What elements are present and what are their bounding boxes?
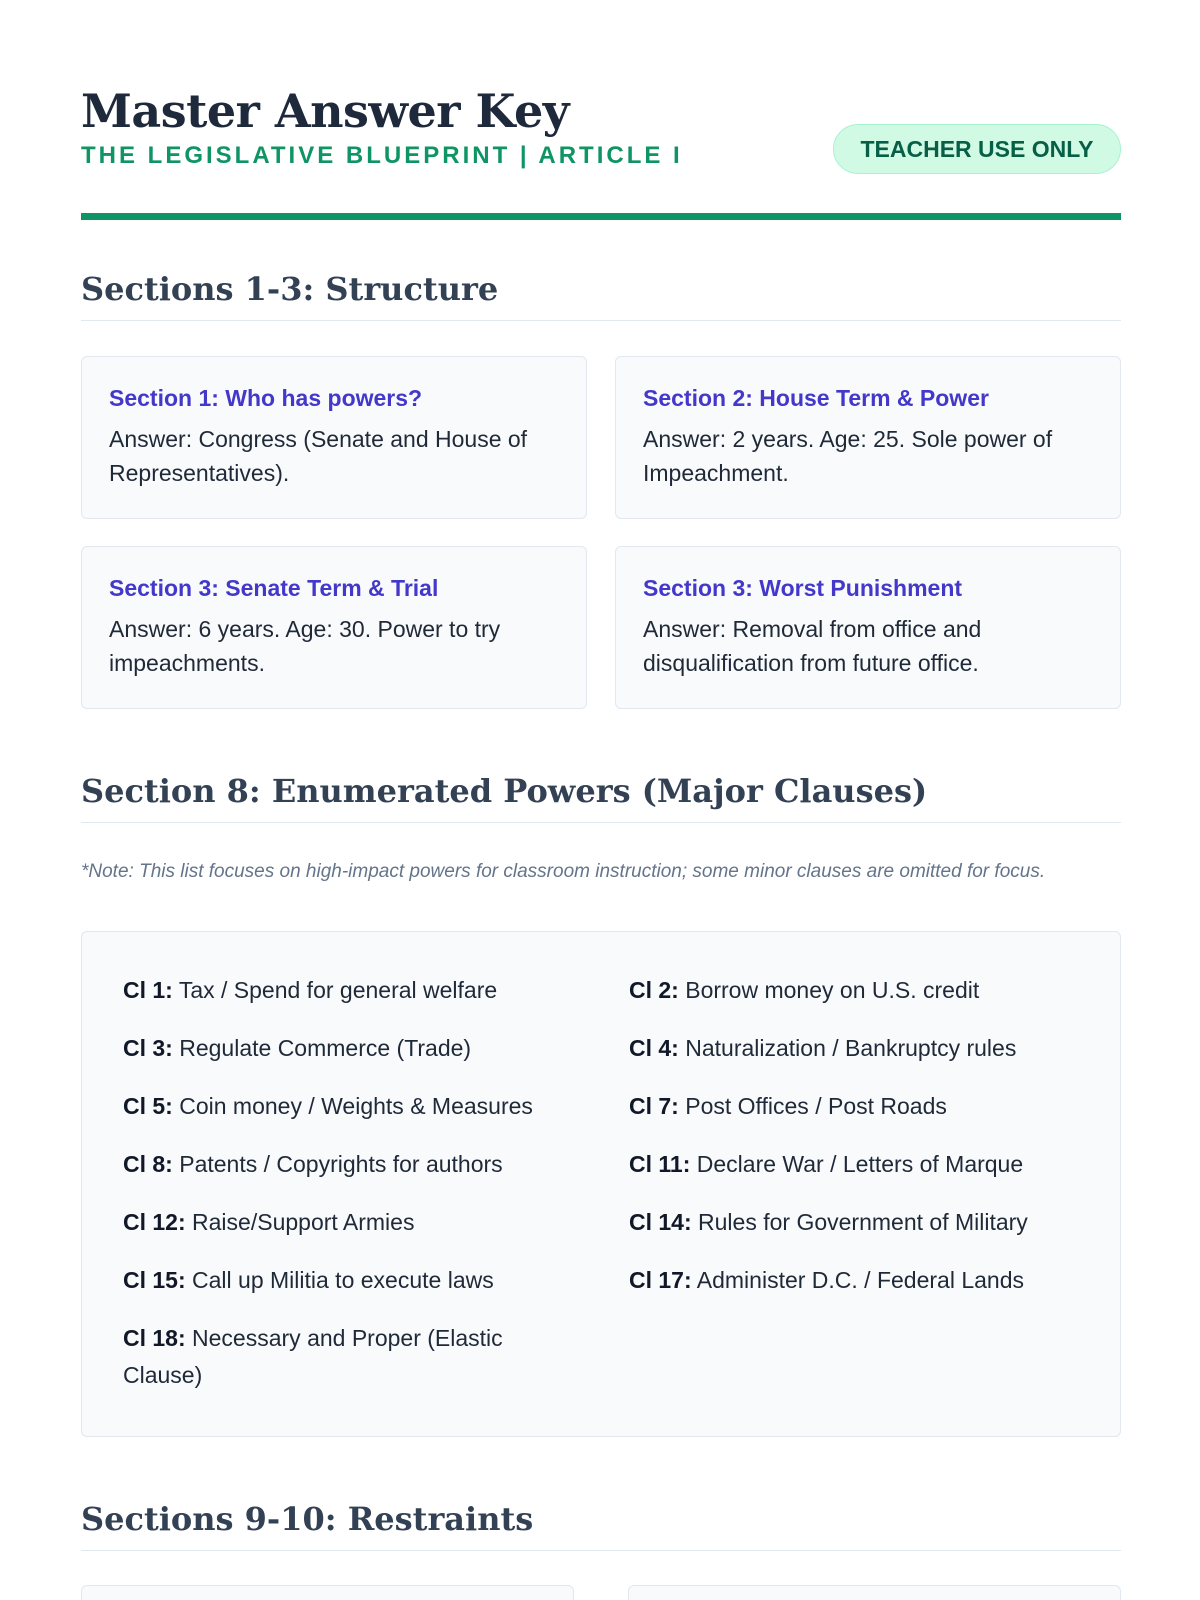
clause-number: Cl 11: [629,1151,691,1177]
power-item [629,1088,1089,1125]
clause-number: Cl 18: [123,1325,186,1351]
clause-text: Patents / Copyrights for authors [172,1151,503,1177]
clause-text: Regulate Commerce (Trade) [172,1035,472,1061]
power-item [123,1320,543,1394]
clause-text: Tax / Spend for general welfare [172,977,498,1003]
power-item [123,1204,583,1241]
clause-number: Cl 4: [629,1035,679,1061]
card-title: Section 1: Who has powers? [109,385,423,411]
structure-card [615,356,1121,519]
restraints-card [628,1585,1121,1600]
enumerated-powers-heading: Section 8: Enumerated Powers (Major Clauses) [81,772,1121,823]
page-subtitle: THE LEGISLATIVE BLUEPRINT | ARTICLE I [81,142,683,169]
clause-text: Coin money / Weights & Measures [172,1093,533,1119]
clause-number: Cl 7: [629,1093,679,1119]
header-divider [81,213,1121,220]
teacher-use-badge: TEACHER USE ONLY [833,124,1121,174]
clause-text: Borrow money on U.S. credit [678,977,980,1003]
clause-text: Post Offices / Post Roads [678,1093,947,1119]
clause-text: Administer D.C. / Federal Lands [691,1267,1025,1293]
clause-number: Cl 3: [123,1035,173,1061]
power-item [629,1030,1089,1067]
power-item [123,1262,583,1299]
structure-card [81,546,587,709]
clause-text: Raise/Support Armies [185,1209,415,1235]
card-answer: Answer: Removal from office and disqualification from future office. [643,616,982,676]
clause-number: Cl 14: [629,1209,692,1235]
power-item [629,1204,1089,1241]
clause-number: Cl 1: [123,977,173,1003]
clause-number: Cl 5: [123,1093,173,1119]
structure-heading: Sections 1-3: Structure [81,270,1121,321]
clause-text: Rules for Government of Military [691,1209,1028,1235]
clause-text: Declare War / Letters of Marque [690,1151,1024,1177]
power-item [123,1030,583,1067]
restraints-heading: Sections 9-10: Restraints [81,1500,1121,1551]
page-title: Master Answer Key [81,84,569,138]
clause-number: Cl 15: [123,1267,186,1293]
clause-number: Cl 8: [123,1151,173,1177]
card-title: Section 2: House Term & Power [643,385,989,411]
clause-number: Cl 12: [123,1209,186,1235]
power-item [123,972,583,1009]
clause-text: Naturalization / Bankruptcy rules [678,1035,1017,1061]
answer-key-page [81,0,1121,1538]
powers-note: *Note: This list focuses on high-impact powers for classroom instruction; some minor clauses are omitted for focus. [81,861,1046,882]
power-item [629,1146,1089,1183]
clause-text: Necessary and Proper (Elastic Clause) [123,1325,503,1388]
structure-card [615,546,1121,709]
card-answer: Answer: 2 years. Age: 25. Sole power of Impeachment. [643,426,1053,486]
power-item [629,1262,1089,1299]
power-item [123,1088,583,1125]
clause-text: Call up Militia to execute laws [185,1267,494,1293]
powers-list [81,931,1121,1437]
clause-number: Cl 2: [629,977,679,1003]
card-answer: Answer: 6 years. Age: 30. Power to try impeachments. [109,616,501,676]
page-header [81,0,1121,220]
card-title: Section 3: Senate Term & Trial [109,575,439,601]
card-answer: Answer: Congress (Senate and House of Representatives). [109,426,528,486]
power-item [123,1146,583,1183]
card-title: Section 3: Worst Punishment [643,575,963,601]
power-item [629,972,1089,1009]
structure-card [81,356,587,519]
restraints-card [81,1585,574,1600]
clause-number: Cl 17: [629,1267,692,1293]
